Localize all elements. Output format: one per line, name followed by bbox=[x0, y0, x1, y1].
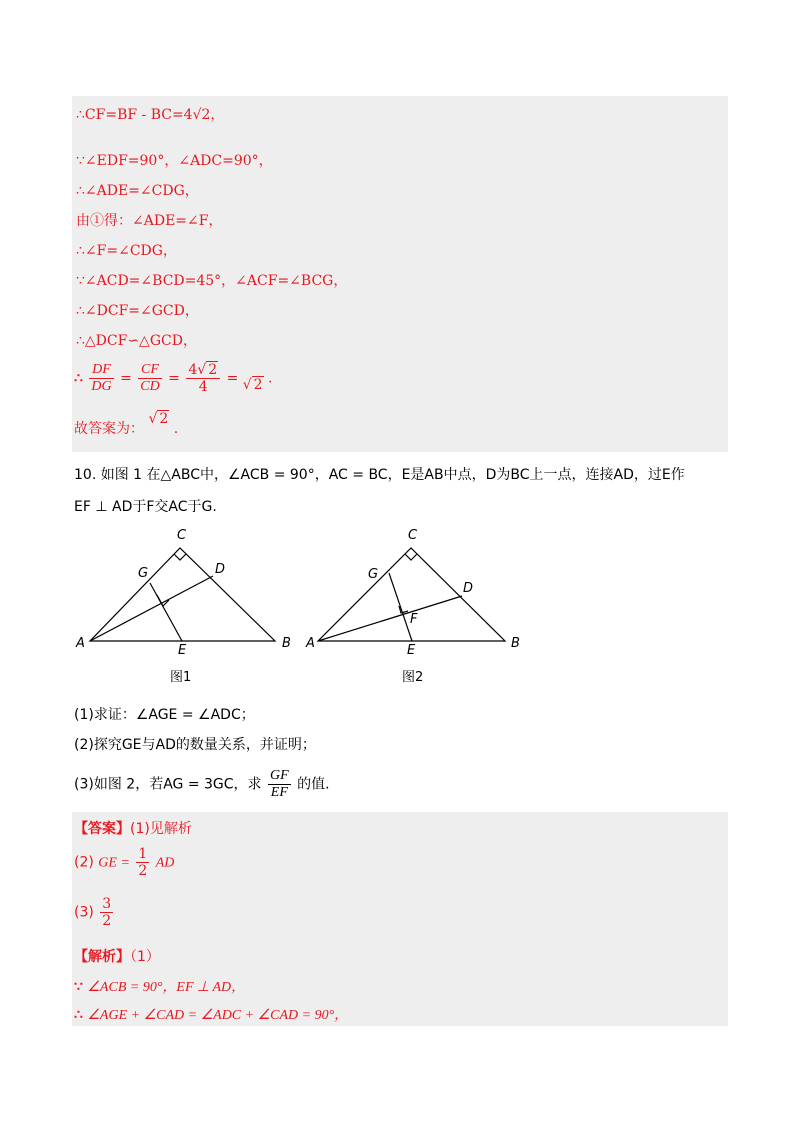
solution-text: ∴∠DCF=∠GCD， bbox=[76, 303, 199, 319]
answer-expression: AD bbox=[155, 855, 175, 871]
problem-statement: 10. 如图 1 在△ABC中，∠ACB = 90°，AC = BC，E是AB中点，D为BC上一点，连接AD，过E作 bbox=[74, 467, 685, 483]
fraction-gf-ef bbox=[268, 768, 291, 801]
point-label-b: B bbox=[511, 636, 520, 651]
solution-line-8 bbox=[76, 330, 197, 350]
answer-line bbox=[74, 411, 179, 438]
right-angle-mark-c bbox=[174, 554, 186, 560]
solution-line-5 bbox=[76, 240, 177, 260]
fraction-numerator bbox=[186, 362, 220, 379]
fraction-numerator: 1 bbox=[138, 846, 148, 862]
sqrt: √ 2 bbox=[242, 376, 263, 393]
fraction-denominator: CD bbox=[140, 379, 160, 394]
point-label-a: A bbox=[306, 636, 315, 651]
analysis-part: （1） bbox=[130, 949, 160, 965]
analysis-text: ∠ACB = 90°，EF ⊥ AD， bbox=[87, 980, 246, 995]
question-text: (2)探究GE与AD的数量关系，并证明； bbox=[74, 737, 316, 753]
analysis-line-2 bbox=[74, 1004, 348, 1024]
period: . bbox=[268, 370, 273, 387]
solution-line-7 bbox=[76, 300, 199, 320]
equals-sign: = bbox=[120, 370, 132, 387]
point-label-a: A bbox=[76, 636, 85, 651]
radicand: 2 bbox=[159, 411, 169, 427]
problem-line-2 bbox=[74, 496, 217, 516]
analysis-line-1 bbox=[74, 976, 245, 996]
fraction-denominator: 2 bbox=[138, 863, 148, 879]
fraction-three-halves bbox=[100, 896, 113, 929]
problem-statement: EF ⊥ AD于F交AC于G. bbox=[74, 499, 217, 515]
solution-line-3 bbox=[76, 180, 199, 200]
figure-2-caption: 图2 bbox=[402, 670, 424, 685]
right-angle-mark-c bbox=[405, 554, 417, 560]
fraction-numerator: 3 bbox=[102, 896, 112, 912]
solution-text: ∴∠ADE=∠CDG， bbox=[76, 183, 199, 199]
analysis-tag: 【解析】 bbox=[74, 949, 130, 965]
segment-eg bbox=[150, 583, 182, 641]
fraction-4root2-4 bbox=[186, 362, 220, 395]
question-2 bbox=[74, 734, 316, 754]
radicand: 2 bbox=[208, 362, 218, 378]
ratio-line bbox=[74, 362, 273, 395]
fraction-df-dg bbox=[89, 362, 113, 395]
answer-part-3-line bbox=[74, 896, 115, 929]
coefficient: 4 bbox=[188, 362, 198, 378]
solution-text: ∴CF=BF - BC=4√2， bbox=[76, 107, 225, 123]
fraction-denominator: 4 bbox=[198, 379, 208, 395]
point-label-e: E bbox=[407, 643, 416, 658]
solution-text: ∴△DCF∽△GCD， bbox=[76, 333, 197, 349]
solution-line-2 bbox=[76, 150, 273, 170]
equals-sign: = bbox=[226, 370, 239, 387]
solution-text: 由①得：∠ADE=∠F， bbox=[76, 213, 223, 229]
segment-ad bbox=[318, 596, 462, 641]
period: . bbox=[173, 421, 179, 437]
point-label-d: D bbox=[215, 562, 226, 577]
point-label-g: G bbox=[368, 567, 379, 582]
figure-1-caption: 图1 bbox=[170, 670, 192, 685]
geometry-figures bbox=[0, 520, 800, 720]
answer-label: 故答案为： bbox=[74, 421, 144, 437]
fraction-numerator: GF bbox=[269, 768, 289, 783]
answer-header bbox=[74, 818, 192, 838]
radicand: 2 bbox=[253, 376, 263, 393]
segment-eg bbox=[389, 573, 412, 641]
solution-line-1 bbox=[76, 104, 224, 124]
answer-tag: 【答案】 bbox=[74, 821, 130, 837]
fraction-numerator: DF bbox=[89, 362, 113, 379]
sqrt: √ 2 bbox=[148, 411, 169, 427]
answer-part-label: (2) bbox=[74, 854, 94, 871]
point-label-d: D bbox=[463, 581, 474, 596]
question-text: (1)求证：∠AGE = ∠ADC； bbox=[74, 707, 255, 723]
solution-text: ∵∠ACD=∠BCD=45°，∠ACF=∠BCG， bbox=[76, 273, 348, 289]
solution-text: ∴∠F=∠CDG， bbox=[76, 243, 177, 259]
question-3 bbox=[74, 768, 330, 801]
problem-line-1 bbox=[74, 464, 685, 484]
question-text: (3)如图 2，若AG = 3GC，求 bbox=[74, 776, 262, 793]
triangle-abc bbox=[90, 548, 275, 641]
point-label-f: F bbox=[410, 612, 418, 627]
sqrt: √ 2 bbox=[197, 362, 218, 378]
analysis-text: ∠AGE + ∠CAD = ∠ADC + ∠CAD = 90°， bbox=[87, 1008, 349, 1023]
point-label-b: B bbox=[282, 636, 291, 651]
point-label-e: E bbox=[178, 643, 187, 658]
fraction-denominator: 2 bbox=[102, 913, 112, 929]
fraction-denominator: DG bbox=[91, 379, 112, 394]
therefore-symbol: ∴ bbox=[74, 1007, 83, 1023]
answer-expression: GE = bbox=[98, 855, 130, 871]
fraction-numerator: CF bbox=[138, 362, 161, 379]
figure-1 bbox=[90, 548, 275, 641]
solution-line-6 bbox=[76, 270, 347, 290]
point-label-c: C bbox=[177, 528, 187, 543]
question-text: 的值. bbox=[297, 776, 330, 793]
triangle-abc bbox=[318, 548, 505, 641]
point-label-c: C bbox=[408, 528, 418, 543]
therefore-symbol: ∴ bbox=[74, 370, 83, 387]
point-label-g: G bbox=[138, 566, 149, 581]
equals-sign: = bbox=[168, 370, 180, 387]
solution-line-4 bbox=[76, 210, 222, 230]
answer-part-2-line bbox=[74, 846, 174, 879]
solution-text: ∵∠EDF=90°，∠ADC=90°， bbox=[76, 153, 273, 169]
answer-part-1: (1)见解析 bbox=[130, 821, 192, 837]
question-1 bbox=[74, 704, 255, 724]
because-symbol: ∵ bbox=[74, 979, 83, 995]
fraction-denominator: EF bbox=[270, 785, 288, 800]
fraction-one-half bbox=[136, 846, 149, 879]
figure-2 bbox=[318, 548, 505, 641]
answer-part-label: (3) bbox=[74, 904, 94, 921]
fraction-cf-cd bbox=[138, 362, 161, 395]
analysis-header bbox=[74, 946, 160, 966]
